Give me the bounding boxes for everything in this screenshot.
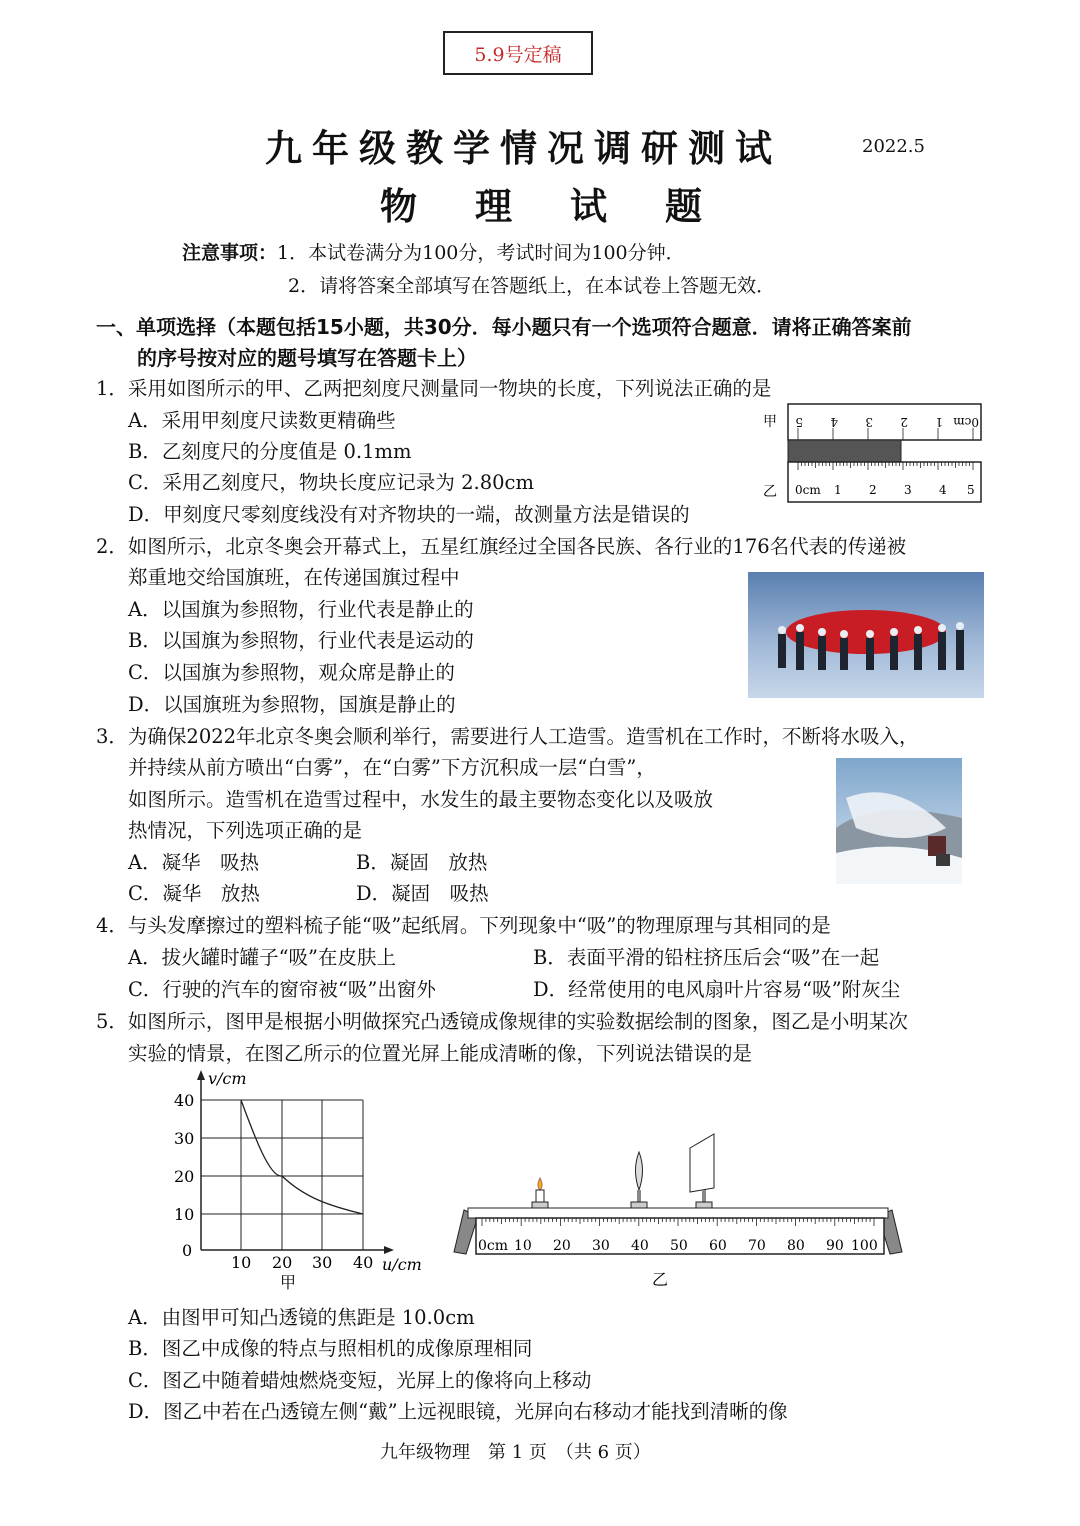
q4-option-c: C．行驶的汽车的窗帘被“吸”出窗外 (128, 978, 436, 1001)
q3-option-d: D．凝固 吸热 (356, 882, 489, 905)
measured-block (788, 440, 901, 462)
q2-stem-cont: 郑重地交给国旗班，在传递国旗过程中 (128, 566, 460, 589)
q4-option-b: B．表面平滑的铅柱挤压后会“吸”在一起 (533, 946, 880, 969)
uv-curve (241, 1100, 363, 1214)
notice-item-2: 2．请将答案全部填写在答题纸上，在本试卷上答题无效． (288, 275, 776, 297)
ruler-label-yi: 乙 (763, 484, 777, 500)
bench-tick-label: 60 (709, 1238, 727, 1254)
notice-label: 注意事项： (182, 242, 278, 264)
graph-ylabel: v/cm (208, 1069, 247, 1088)
uv-graph (170, 1068, 440, 1294)
graph-xtick: 40 (353, 1253, 374, 1272)
bench-tick-label: 70 (748, 1238, 766, 1254)
page-footer: 九年级物理 第 1 页 （共 6 页） (380, 1442, 651, 1463)
bench-tick-label: 90 (826, 1238, 844, 1254)
ruler-jia-tick-label: 1 (935, 415, 943, 429)
graph-xlabel: u/cm (382, 1255, 422, 1274)
section-heading: 一、单项选择（本题包括15小题，共30分．每小题只有一个选项符合题意．请将正确答案前 (96, 315, 912, 339)
q1-stem: 1．采用如图所示的甲、乙两把刻度尺测量同一物块的长度，下列说法正确的是 (96, 377, 772, 400)
notice-item-1: 1．本试卷满分为100分，考试时间为100分钟． (277, 242, 685, 264)
q3-option-c: C．凝华 放热 (128, 882, 260, 905)
bench-tick-label: 10 (514, 1238, 532, 1254)
ruler-label-jia: 甲 (763, 414, 777, 430)
exam-date: 2022.5 (862, 136, 925, 157)
q4-stem: 4．与头发摩擦过的塑料梳子能“吸”起纸屑。下列现象中“吸”的物理原理与其相同的是 (96, 914, 831, 937)
convex-lens (631, 1152, 647, 1208)
bench-tick-label: 40 (631, 1238, 649, 1254)
q2-option-c: C．以国旗为参照物，观众席是静止的 (128, 661, 455, 684)
graph-xtick: 20 (272, 1253, 293, 1272)
ruler-yi-tick-label: 2 (869, 483, 877, 497)
ruler-jia-tick-label: 2 (900, 415, 908, 429)
q2-option-b: B．以国旗为参照物，行业代表是运动的 (128, 629, 474, 652)
graph-caption: 甲 (280, 1273, 297, 1292)
q5-stem-cont: 实验的情景，在图乙所示的位置光屏上能成清晰的像，下列说法错误的是 (128, 1042, 753, 1065)
ruler-yi-tick-label: 3 (904, 483, 912, 497)
exam-title: 九年级教学情况调研测试 (265, 127, 782, 170)
candle (532, 1178, 548, 1208)
ruler-jia-tick-label: 3 (865, 415, 873, 429)
q2-option-d: D．以国旗班为参照物，国旗是静止的 (128, 693, 456, 716)
ruler-yi-tick-label: 5 (967, 483, 975, 497)
q1-option-a: A．采用甲刻度尺读数更精确些 (128, 409, 396, 432)
snow-machine-photo (836, 758, 962, 884)
ruler-jia-tick-label: 0cm (953, 415, 979, 429)
bench-tick-label: 50 (670, 1238, 688, 1254)
bench-tick-label: 100 (851, 1238, 878, 1254)
graph-ytick: 0 (182, 1241, 193, 1260)
ruler-yi-tick-label: 0cm (795, 483, 821, 497)
q3-stem-cont3: 热情况，下列选项正确的是 (128, 819, 363, 842)
section-heading-cont: 的序号按对应的题号填写在答题卡上） (137, 346, 477, 370)
q2-stem: 2．如图所示，北京冬奥会开幕式上，五星红旗经过全国各民族、各行业的176名代表的传递被 (96, 535, 907, 558)
bench-caption: 乙 (652, 1270, 669, 1289)
q3-option-b: B．凝固 放热 (356, 851, 488, 874)
bench-tick-label: 30 (592, 1238, 610, 1254)
ruler-yi-tick-label: 1 (834, 483, 842, 497)
subject-title-char: 理 (475, 185, 512, 228)
bench-rail (468, 1208, 888, 1218)
flag-ceremony-photo (748, 572, 984, 698)
q4-option-d: D．经常使用的电风扇叶片容易“吸”附灰尘 (533, 978, 901, 1001)
q1-option-b: B．乙刻度尺的分度值是 0.1mm (128, 440, 412, 463)
graph-ytick: 10 (174, 1205, 195, 1224)
optical-bench (446, 1130, 910, 1290)
ruler-yi-tick-label: 4 (939, 483, 947, 497)
bench-tick-label: 0cm (478, 1238, 509, 1254)
bench-tick-label: 80 (787, 1238, 805, 1254)
bench-tick-label: 20 (553, 1238, 571, 1254)
ruler-jia-tick-label: 4 (830, 415, 838, 429)
q3-stem-cont1: 并持续从前方喷出“白雾”，在“白雾”下方沉积成一层“白雪”， (128, 756, 656, 779)
ruler-jia (788, 404, 981, 440)
graph-ytick: 40 (174, 1091, 195, 1110)
graph-ytick: 30 (174, 1129, 195, 1148)
graph-xtick: 10 (231, 1253, 252, 1272)
q5-stem: 5．如图所示，图甲是根据小明做探究凸透镜成像规律的实验数据绘制的图象，图乙是小明某次 (96, 1010, 908, 1033)
q3-stem-cont2: 如图所示。造雪机在造雪过程中，水发生的最主要物态变化以及吸放 (128, 788, 714, 811)
q5-option-a: A．由图甲可知凸透镜的焦距是 10.0cm (128, 1306, 475, 1329)
rulers-figure (755, 398, 990, 508)
subject-title (380, 176, 702, 230)
q4-option-a: A．拔火罐时罐子“吸”在皮肤上 (128, 946, 397, 969)
q5-option-b: B．图乙中成像的特点与照相机的成像原理相同 (128, 1337, 533, 1360)
subject-title-char: 试 (570, 185, 607, 228)
q1-option-c: C．采用乙刻度尺，物块长度应记录为 2.80cm (128, 471, 534, 494)
q3-option-a: A．凝华 吸热 (128, 851, 260, 874)
q5-option-c: C．图乙中随着蜡烛燃烧变短，光屏上的像将向上移动 (128, 1369, 592, 1392)
subject-title-char: 物 (380, 185, 417, 228)
q3-stem: 3．为确保2022年北京冬奥会顺利举行，需要进行人工造雪。造雪机在工作时，不断将水吸入， (96, 725, 919, 748)
q5-option-d: D．图乙中若在凸透镜左侧“戴”上远视眼镜，光屏向右移动才能找到清晰的像 (128, 1400, 788, 1423)
ruler-jia-tick-label: 5 (795, 415, 803, 429)
light-screen (690, 1134, 714, 1208)
stamp-box: 5.9号定稿 (443, 31, 593, 75)
q1-option-d: D．甲刻度尺零刻度线没有对齐物块的一端，故测量方法是错误的 (128, 503, 690, 526)
notice-line-1 (182, 238, 685, 265)
q2-option-a: A．以国旗为参照物，行业代表是静止的 (128, 598, 474, 621)
graph-ytick: 20 (174, 1167, 195, 1186)
graph-xtick: 30 (312, 1253, 333, 1272)
subject-title-char: 题 (665, 185, 702, 228)
